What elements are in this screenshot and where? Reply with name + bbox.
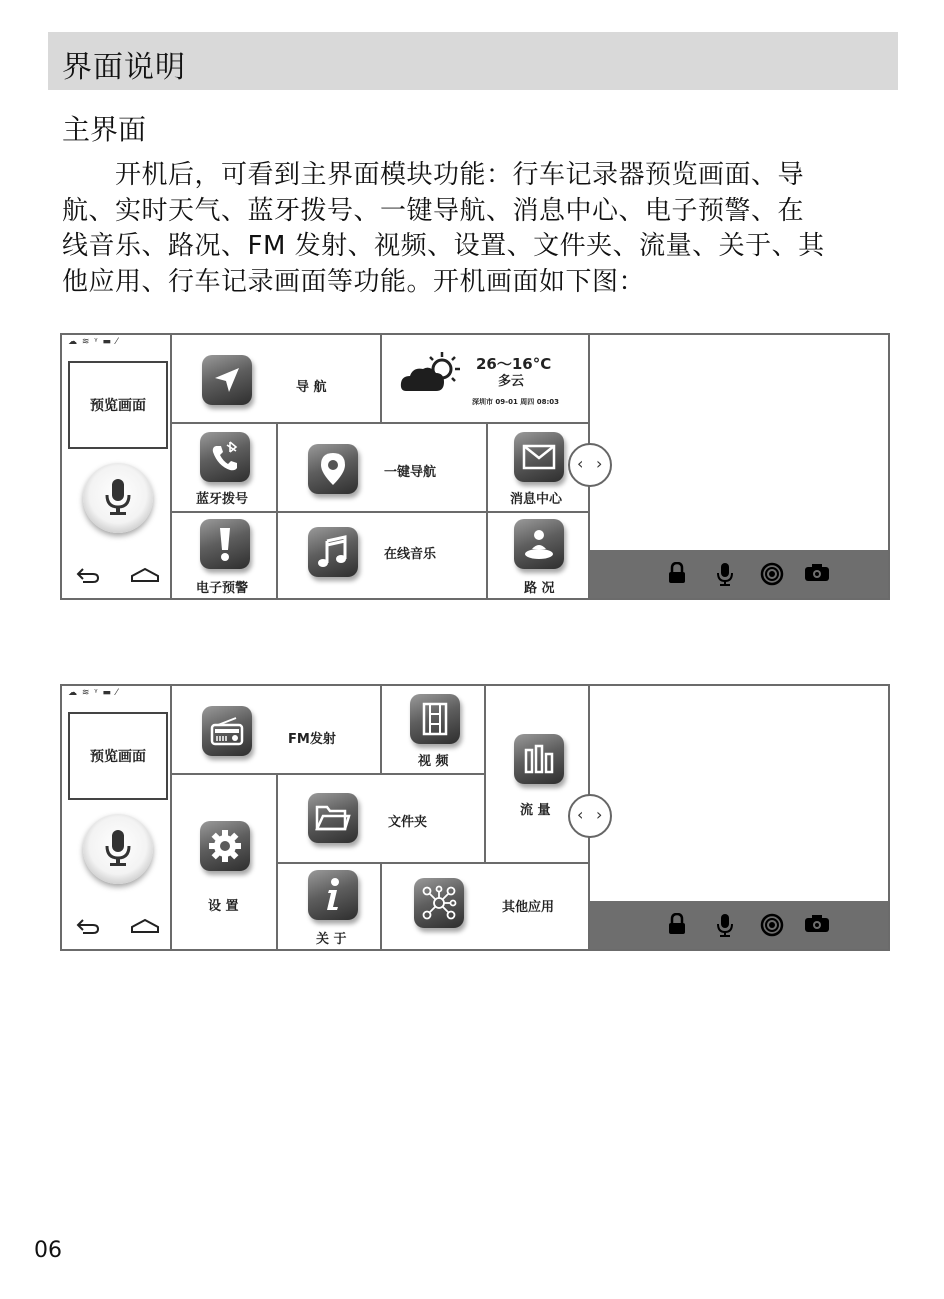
tile-other-apps[interactable] bbox=[382, 864, 590, 949]
tile-label: 在线音乐 bbox=[384, 547, 437, 562]
music-note-icon bbox=[308, 527, 358, 577]
voice-button[interactable] bbox=[83, 463, 153, 533]
tile-label: 一键导航 bbox=[384, 465, 437, 480]
voice-button[interactable] bbox=[83, 814, 153, 884]
traffic-cone-icon bbox=[514, 519, 564, 569]
microphone-icon bbox=[103, 477, 133, 517]
tile-label: 流 量 bbox=[520, 803, 551, 818]
tile-weather[interactable] bbox=[382, 335, 590, 424]
folder-icon bbox=[308, 793, 358, 843]
paragraph-line: 线音乐、路况、FM 发射、视频、设置、文件夹、流量、关于、其 bbox=[62, 231, 825, 261]
section-title: 界面说明 bbox=[62, 50, 186, 85]
recording-view-panel bbox=[590, 335, 888, 598]
left-column bbox=[62, 335, 172, 598]
bluetooth-phone-icon bbox=[200, 432, 250, 482]
recorder-preview[interactable] bbox=[68, 712, 168, 800]
control-bar bbox=[590, 550, 888, 598]
lock-icon[interactable] bbox=[668, 562, 686, 584]
exclamation-icon bbox=[200, 519, 250, 569]
home-icon[interactable] bbox=[130, 567, 160, 583]
paragraph-line: 他应用、行车记录画面等功能。开机画面如下图： bbox=[62, 266, 646, 297]
tile-online-music[interactable] bbox=[278, 513, 488, 598]
tile-label: 视 频 bbox=[418, 754, 449, 769]
record-icon[interactable] bbox=[760, 913, 784, 937]
subheading: 主界面 bbox=[62, 113, 147, 146]
tile-folder[interactable] bbox=[278, 775, 486, 864]
map-pin-icon bbox=[308, 444, 358, 494]
home-icon[interactable] bbox=[130, 918, 160, 934]
main-screen-page-2 bbox=[60, 684, 890, 951]
back-icon[interactable] bbox=[75, 917, 101, 935]
record-icon[interactable] bbox=[760, 562, 784, 586]
status-bar-icons: ☁ ≋ ᵞ ▬ ⁄ bbox=[68, 337, 119, 347]
gear-icon bbox=[200, 821, 250, 871]
bar-chart-icon bbox=[514, 734, 564, 784]
page-switch-button[interactable] bbox=[568, 794, 612, 838]
paragraph-line: 航、实时天气、蓝牙拨号、一键导航、消息中心、电子预警、在 bbox=[62, 195, 805, 226]
camera-icon[interactable] bbox=[804, 564, 830, 582]
weather-location-date: 深圳市 09-01 周四 08:03 bbox=[472, 398, 559, 406]
tile-label: 导 航 bbox=[296, 380, 327, 395]
weather-condition: 多云 bbox=[498, 374, 525, 389]
main-screen-page-1 bbox=[60, 333, 890, 600]
navigation-arrow-icon bbox=[202, 355, 252, 405]
recording-view-panel bbox=[590, 686, 888, 949]
microphone-icon bbox=[103, 828, 133, 868]
chevron-right-icon: › bbox=[596, 805, 603, 824]
partly-cloudy-icon bbox=[400, 351, 466, 395]
chevron-left-icon: ‹ bbox=[577, 805, 584, 824]
weather-temperature: 26～16°C bbox=[476, 355, 552, 373]
camera-icon[interactable] bbox=[804, 915, 830, 933]
radio-icon bbox=[202, 706, 252, 756]
tile-label: 文件夹 bbox=[388, 815, 428, 830]
film-strip-icon bbox=[410, 694, 460, 744]
tile-video[interactable] bbox=[382, 686, 486, 775]
tile-label: 电子预警 bbox=[196, 581, 249, 596]
tile-about[interactable] bbox=[278, 864, 382, 949]
lock-icon[interactable] bbox=[668, 913, 686, 935]
tile-settings[interactable] bbox=[172, 775, 278, 949]
envelope-icon bbox=[514, 432, 564, 482]
info-icon bbox=[308, 870, 358, 920]
tile-electronic-alert[interactable] bbox=[172, 513, 278, 598]
recorder-preview[interactable] bbox=[68, 361, 168, 449]
paragraph-line: 开机后，可看到主界面模块功能：行车记录器预览画面、导 bbox=[62, 160, 805, 190]
network-hub-icon bbox=[414, 878, 464, 928]
tile-label: 设 置 bbox=[208, 899, 239, 914]
tile-label: 关 于 bbox=[316, 932, 347, 947]
tile-fm-transmit[interactable] bbox=[172, 686, 382, 775]
preview-label: 预览画面 bbox=[90, 749, 146, 765]
intro-paragraph bbox=[62, 158, 892, 300]
microphone-icon[interactable] bbox=[716, 913, 734, 937]
section-header-bar bbox=[48, 32, 898, 90]
chevron-left-icon: ‹ bbox=[577, 454, 584, 473]
tile-label: FM发射 bbox=[288, 732, 336, 747]
tile-label: 路 况 bbox=[524, 581, 555, 596]
status-bar-icons: ☁ ≋ ᵞ ▬ ⁄ bbox=[68, 688, 119, 698]
tile-label: 其他应用 bbox=[502, 900, 555, 915]
page-switch-button[interactable] bbox=[568, 443, 612, 487]
tile-label: 蓝牙拨号 bbox=[196, 492, 249, 507]
tile-traffic[interactable] bbox=[488, 513, 590, 598]
control-bar bbox=[590, 901, 888, 949]
microphone-icon[interactable] bbox=[716, 562, 734, 586]
tile-label: 消息中心 bbox=[510, 492, 563, 507]
chevron-right-icon: › bbox=[596, 454, 603, 473]
left-column bbox=[62, 686, 172, 949]
tile-data-flow[interactable] bbox=[486, 686, 590, 864]
preview-label: 预览画面 bbox=[90, 398, 146, 414]
tile-navigation[interactable] bbox=[172, 335, 382, 424]
tile-bluetooth-dial[interactable] bbox=[172, 424, 278, 513]
page-number: 06 bbox=[34, 1238, 62, 1263]
tile-one-key-navigation[interactable] bbox=[278, 424, 488, 513]
back-icon[interactable] bbox=[75, 566, 101, 584]
